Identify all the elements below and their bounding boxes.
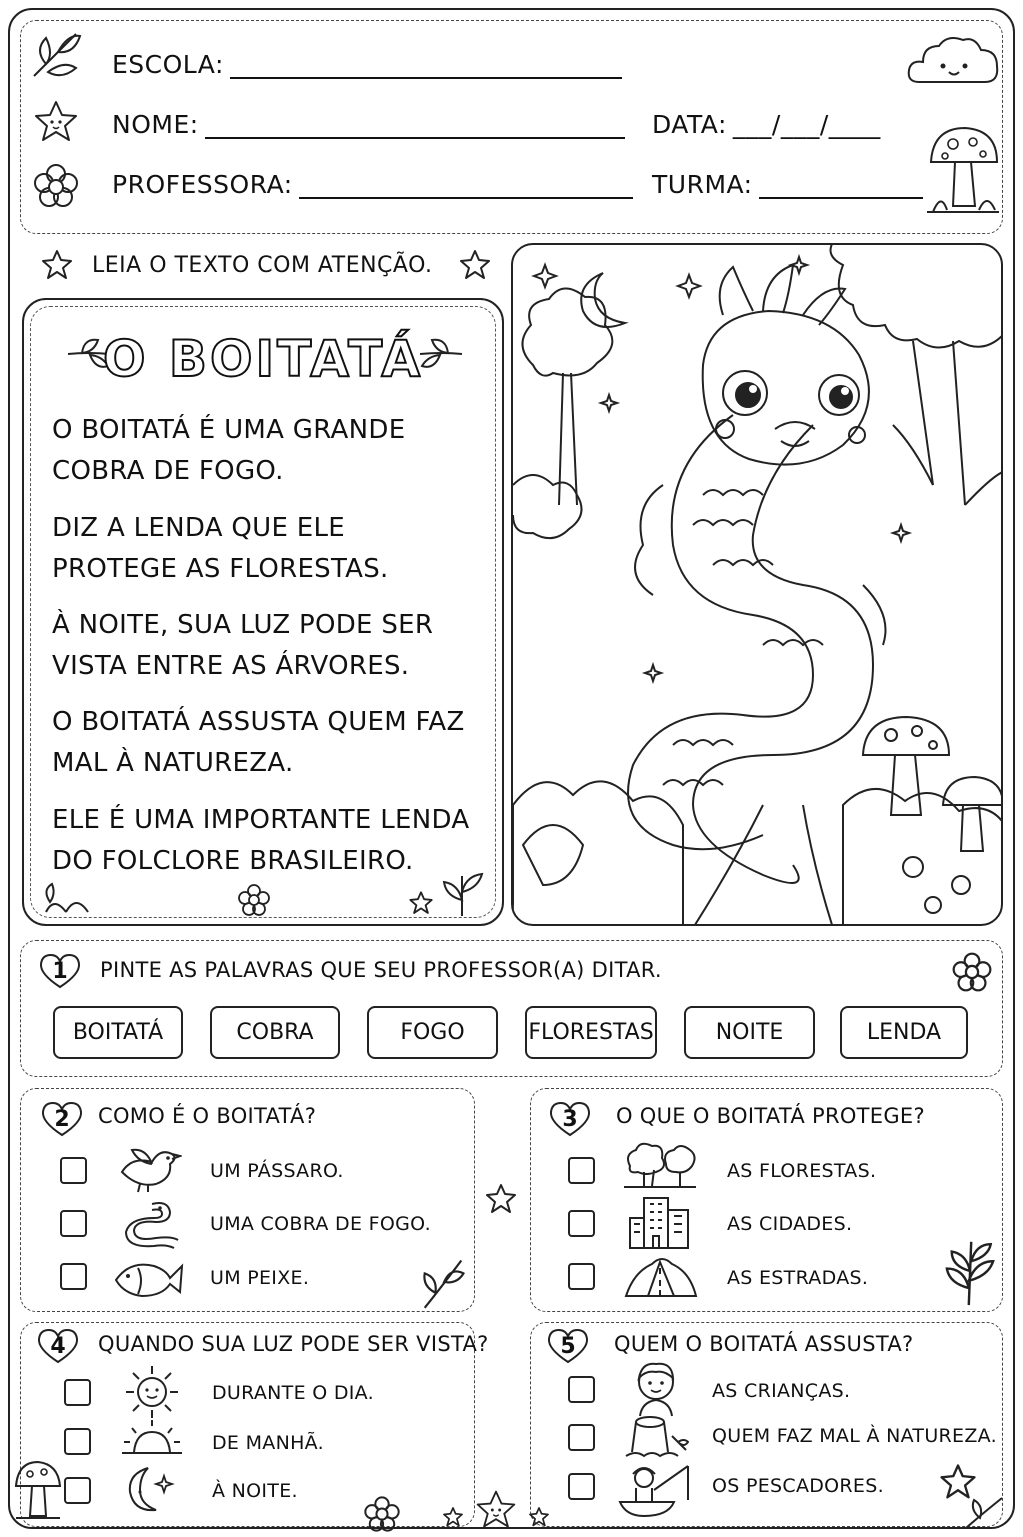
option-checkbox[interactable] xyxy=(64,1477,91,1504)
plant-icon xyxy=(962,1494,1006,1530)
option-checkbox[interactable] xyxy=(568,1157,595,1184)
flower-icon xyxy=(236,882,272,918)
option-checkbox[interactable] xyxy=(60,1157,87,1184)
moon-icon xyxy=(122,1462,180,1516)
story-line: PROTEGE AS FLORESTAS. xyxy=(52,554,389,584)
story-paragraph-1 xyxy=(52,410,472,492)
nome-label: NOME: xyxy=(112,110,199,139)
escola-row xyxy=(112,50,622,79)
option-label: DE MANHÃ. xyxy=(212,1432,324,1454)
data-label: DATA: xyxy=(652,110,727,139)
option-checkbox[interactable] xyxy=(64,1379,91,1406)
plant-icon xyxy=(440,866,486,918)
flower-icon xyxy=(950,950,994,994)
story-line: VISTA ENTRE AS ÁRVORES. xyxy=(52,651,410,681)
cloud-face-icon xyxy=(905,30,1001,94)
question-4-text: QUANDO SUA LUZ PODE SER VISTA? xyxy=(98,1332,489,1356)
option-checkbox[interactable] xyxy=(568,1210,595,1237)
escola-label: ESCOLA: xyxy=(112,50,224,79)
star-icon xyxy=(528,1506,550,1528)
word-fogo[interactable]: FOGO xyxy=(367,1006,498,1059)
sun-icon xyxy=(122,1362,182,1422)
star-face-icon xyxy=(32,98,80,146)
story-title: O BOITATÁ xyxy=(102,330,424,388)
question-1-text: PINTE AS PALAVRAS QUE SEU PROFESSOR(A) DITAR. xyxy=(100,958,662,982)
question-2-number xyxy=(40,1100,84,1138)
story-line: COBRA DE FOGO. xyxy=(52,456,284,486)
plant-icon xyxy=(942,1234,998,1308)
option-label: AS CRIANÇAS. xyxy=(712,1380,851,1402)
boitata-illustration xyxy=(511,243,1003,926)
data-row xyxy=(652,110,881,139)
question-5-text: QUEM O BOITATÁ ASSUSTA? xyxy=(614,1332,914,1356)
option-label: UMA COBRA DE FOGO. xyxy=(210,1213,431,1235)
option-checkbox[interactable] xyxy=(60,1263,87,1290)
story-box xyxy=(22,298,504,926)
snake-icon xyxy=(112,1196,184,1252)
option-label: AS ESTRADAS. xyxy=(727,1267,869,1289)
buildings-icon xyxy=(626,1194,692,1252)
story-paragraph-2 xyxy=(52,508,472,590)
question-3-text: O QUE O BOITATÁ PROTEGE? xyxy=(616,1104,925,1128)
question-number-text: 3 xyxy=(562,1106,578,1132)
option-checkbox[interactable] xyxy=(568,1263,595,1290)
star-icon xyxy=(458,248,492,282)
option-checkbox[interactable] xyxy=(64,1428,91,1455)
star-icon xyxy=(484,1182,518,1216)
leaf-ornament-icon xyxy=(416,334,466,374)
question-1-number xyxy=(38,952,82,990)
plant-icon xyxy=(36,876,106,916)
data-field[interactable]: ___/___/____ xyxy=(732,110,881,139)
story-line: O BOITATÁ É UMA GRANDE xyxy=(52,415,406,445)
trees-icon xyxy=(622,1140,698,1192)
option-label: AS FLORESTAS. xyxy=(727,1160,877,1182)
professora-field[interactable] xyxy=(299,177,633,199)
road-icon xyxy=(622,1252,700,1300)
word-cobra[interactable]: COBRA xyxy=(210,1006,340,1059)
option-checkbox[interactable] xyxy=(60,1210,87,1237)
option-label: UM PÁSSARO. xyxy=(210,1160,344,1182)
professora-label: PROFESSORA: xyxy=(112,170,293,199)
turma-label: TURMA: xyxy=(652,170,753,199)
sunrise-icon xyxy=(120,1418,184,1458)
story-paragraph-5 xyxy=(52,800,472,882)
mushroom-icon xyxy=(12,1458,64,1522)
forest-scene-icon xyxy=(513,245,1003,926)
word-lenda[interactable]: LENDA xyxy=(840,1006,968,1059)
option-label: DURANTE O DIA. xyxy=(212,1382,374,1404)
word-florestas[interactable]: FLORESTAS xyxy=(525,1006,657,1059)
leaves-icon xyxy=(28,26,84,82)
child-icon xyxy=(628,1356,684,1418)
plant-icon xyxy=(416,1254,470,1310)
professora-row xyxy=(112,170,633,199)
option-label: À NOITE. xyxy=(212,1480,298,1502)
option-checkbox[interactable] xyxy=(568,1424,595,1451)
question-4-number xyxy=(36,1327,80,1365)
option-checkbox[interactable] xyxy=(568,1473,595,1500)
story-line: MAL À NATUREZA. xyxy=(52,748,294,778)
option-label: QUEM FAZ MAL À NATUREZA. xyxy=(712,1425,997,1447)
fish-icon xyxy=(110,1254,184,1304)
question-5-number xyxy=(546,1327,590,1365)
star-face-icon xyxy=(474,1488,518,1532)
nome-row xyxy=(112,110,625,139)
word-noite[interactable]: NOITE xyxy=(684,1006,815,1059)
question-2-text: COMO É O BOITATÁ? xyxy=(98,1104,317,1128)
fisherman-icon xyxy=(614,1460,694,1522)
question-number-text: 2 xyxy=(54,1106,70,1132)
tree-stump-icon xyxy=(620,1412,692,1460)
escola-field[interactable] xyxy=(230,57,622,79)
star-icon xyxy=(408,890,434,916)
question-3-number xyxy=(548,1100,592,1138)
mushroom-icon xyxy=(925,122,1001,218)
turma-field[interactable] xyxy=(759,177,923,199)
question-number-text: 5 xyxy=(560,1333,576,1359)
bird-icon xyxy=(112,1142,182,1194)
story-paragraph-3 xyxy=(52,605,472,687)
story-line: DO FOLCLORE BRASILEIRO. xyxy=(52,846,414,876)
story-line: ELE É UMA IMPORTANTE LENDA xyxy=(52,805,470,835)
story-line: À NOITE, SUA LUZ PODE SER xyxy=(52,610,434,640)
nome-field[interactable] xyxy=(205,117,625,139)
option-label: OS PESCADORES. xyxy=(712,1475,884,1497)
star-icon xyxy=(40,248,74,282)
flower-icon xyxy=(30,160,82,212)
instruction-text: LEIA O TEXTO COM ATENÇÃO. xyxy=(92,253,433,278)
turma-row xyxy=(652,170,923,199)
option-label: UM PEIXE. xyxy=(210,1267,310,1289)
story-line: O BOITATÁ ASSUSTA QUEM FAZ xyxy=(52,707,465,737)
star-icon xyxy=(442,1506,464,1528)
option-checkbox[interactable] xyxy=(568,1376,595,1403)
question-number-text: 1 xyxy=(52,958,68,984)
story-paragraph-4 xyxy=(52,702,472,784)
word-boitata[interactable]: BOITATÁ xyxy=(53,1006,183,1059)
option-label: AS CIDADES. xyxy=(727,1213,853,1235)
flower-icon xyxy=(362,1494,402,1534)
story-line: DIZ A LENDA QUE ELE xyxy=(52,513,346,543)
question-number-text: 4 xyxy=(50,1333,66,1359)
